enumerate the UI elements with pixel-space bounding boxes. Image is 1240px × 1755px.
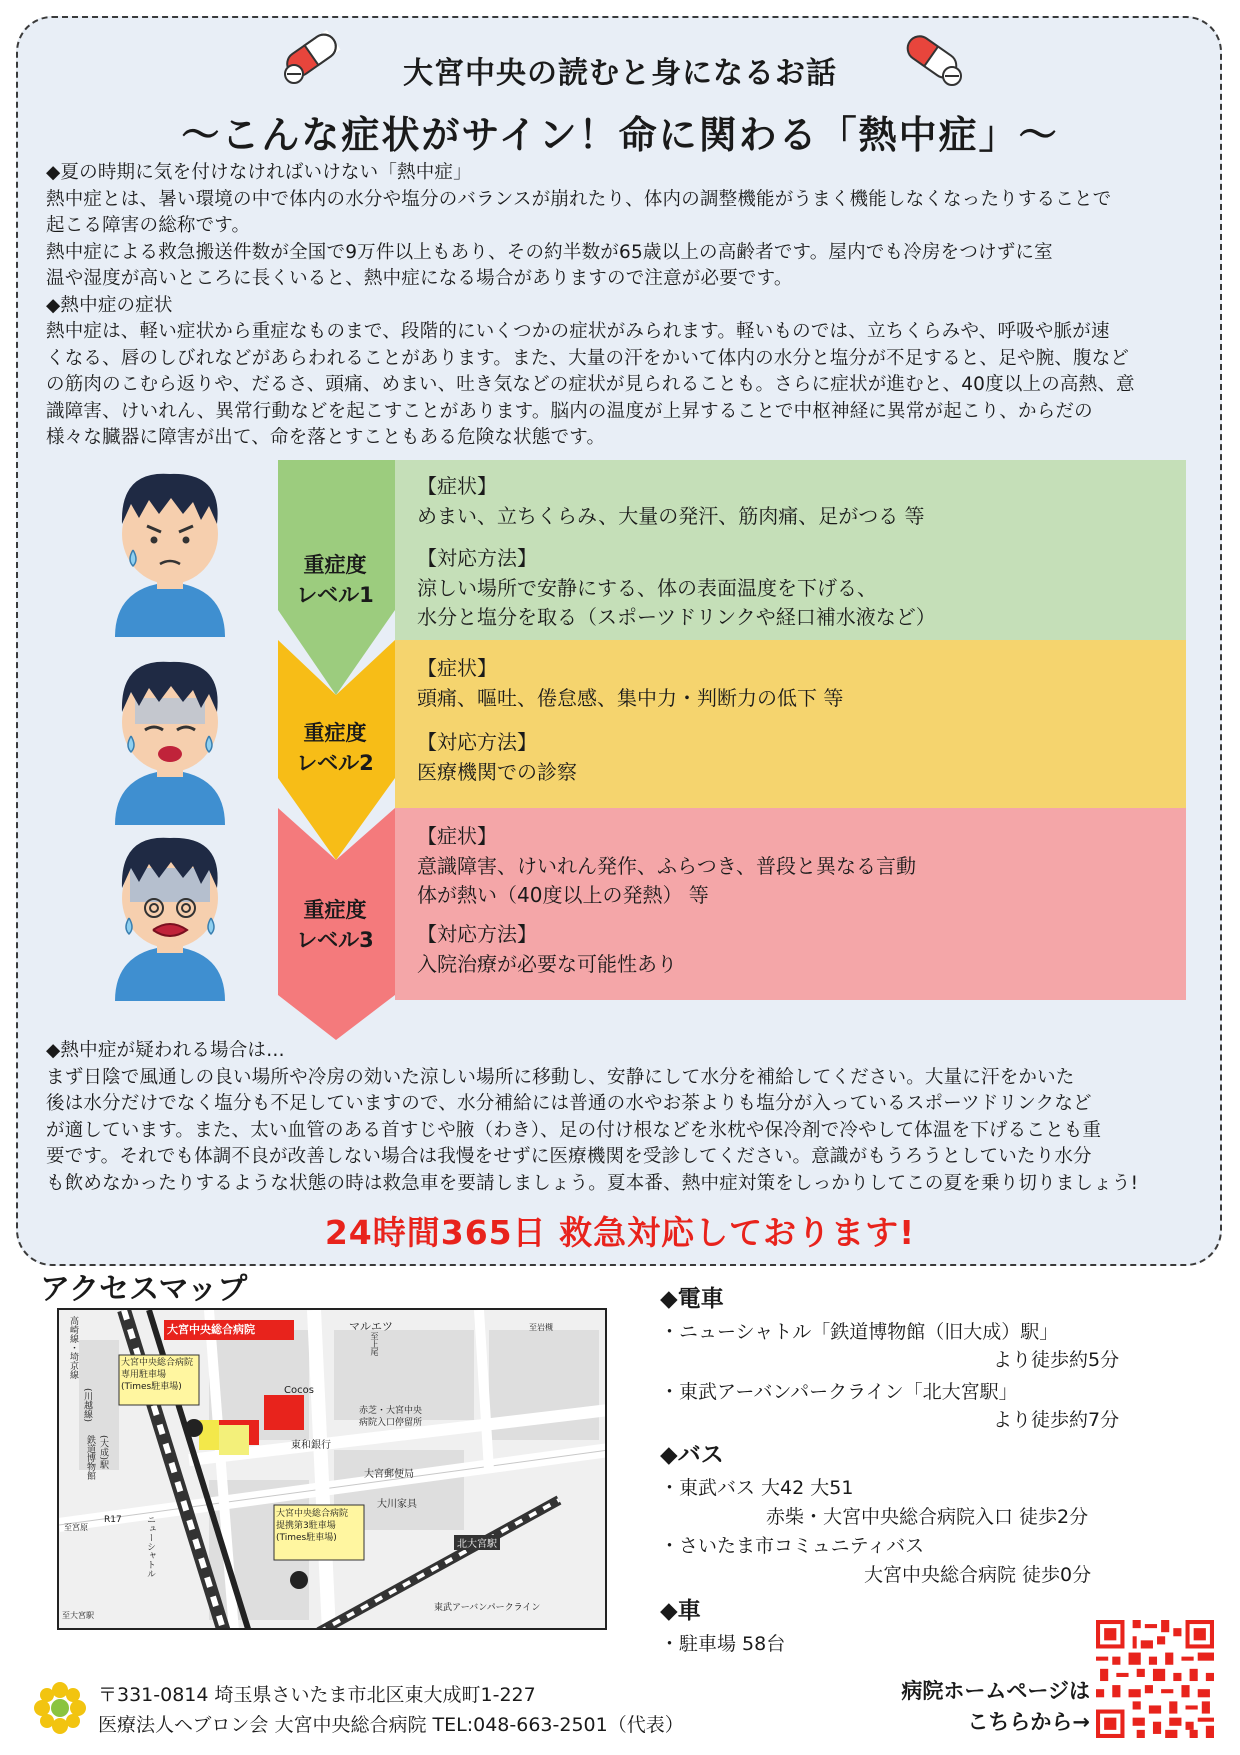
map-line-label: ニューシャトル — [145, 1515, 155, 1578]
level-label-line: 重症度 — [303, 553, 367, 577]
bus-line: ・東武バス 大42 大51 — [660, 1477, 854, 1499]
level1-person-icon — [105, 462, 235, 637]
level2-band — [395, 640, 1186, 808]
car-line: ・駐車場 58台 — [660, 1633, 786, 1655]
paragraph-line: 起こる障害の総称です。 — [46, 215, 251, 236]
level-label-line: レベル2 — [296, 751, 374, 775]
paragraph-line: が適しています。また、太い血管のある首すじや腋（わき）、足の付け根などを氷枕や保冷剤で冷やして体温を下げることも重 — [46, 1119, 1102, 1141]
page-title: 大宮中央の読むと身になるお話 — [403, 56, 837, 91]
action-heading: 【対応方法】 — [417, 730, 537, 754]
symptom-heading: 【症状】 — [417, 656, 497, 680]
bus-line: ・さいたま市コミュニティバス — [660, 1535, 925, 1557]
bus-line: 赤柴・大宮中央総合病院入口 徒歩2分 — [766, 1506, 1089, 1528]
level1-label — [280, 550, 390, 610]
organization-text: 医療法人ヘブロン会 大宮中央総合病院 TEL:048-663-2501（代表） — [98, 1714, 684, 1736]
paragraph-line: 熱中症は、軽い症状から重症なものまで、段階的にいくつかの症状がみられます。軽いものでは、立ちくらみや、呼吸や脈が速 — [46, 321, 1110, 342]
level2-label — [280, 718, 390, 778]
paragraph-line: くなる、唇のしびれなどがあらわれることがあります。また、大量の汗をかいて体内の水分と塩分が不足すると、足や腕、腹など — [46, 347, 1130, 369]
map-direction-label: 至大宮駅 — [62, 1611, 94, 1620]
map-label-line: 大宮中央総合病院 — [276, 1509, 349, 1519]
symptom-text: 体が熱い（40度以上の発熱） 等 — [417, 883, 709, 907]
map-label: 東和銀行 — [291, 1440, 331, 1451]
map-road-label: R17 — [104, 1515, 122, 1525]
symptom-text: 意識障害、けいれん発作、ふらつき、普段と異なる言動 — [417, 854, 916, 878]
action-text: 入院治療が必要な可能性あり — [417, 952, 677, 976]
paragraph-line: 識障害、けいれん、異常行動などを起こすことがあります。脳内の温度が上昇することで中枢神経に異常が起こり、からだの — [46, 400, 1093, 422]
train-heading: ◆電車 — [660, 1286, 724, 1312]
paragraph-line: 要です。それでも体調不良が改善しない場合は我慢をせずに医療機関を受診してください。意識がもうろうとしていたり水分 — [46, 1146, 1092, 1167]
hospital-logo-icon — [30, 1678, 90, 1738]
map-label-line: 専用駐車場 — [121, 1370, 167, 1380]
map-label-line: 大宮中央総合病院 — [121, 1358, 194, 1368]
emergency-banner: 24時間365日 救急対応しております! — [324, 1213, 916, 1252]
map-direction-label: 至上尾 — [370, 1332, 379, 1356]
action-heading: 【対応方法】 — [417, 922, 537, 946]
map-parking-label — [276, 1508, 348, 1544]
action-text: 水分と塩分を取る（スポーツドリンクや経口補水液など） — [417, 605, 936, 629]
map-label: マルエツ — [349, 1320, 393, 1333]
paragraph-line: 熱中症による救急搬送件数が全国で9万件以上もあり、その約半数が65歳以上の高齢者です。屋内でも冷房をつけずに室 — [46, 241, 1053, 263]
action-text: 医療機関での診察 — [417, 760, 577, 784]
map-direction-label: 至岩槻 — [529, 1323, 553, 1332]
page-subtitle: ～こんな症状がサイン！命に関わる「熱中症」～ — [181, 113, 1059, 157]
level1-band — [395, 460, 1186, 640]
level3-band — [395, 808, 1186, 1000]
map-bus-stop-label — [359, 1405, 422, 1429]
intro-section — [46, 160, 1196, 452]
map-label: 大宮郵便局 — [364, 1469, 414, 1480]
map-line-label: (大成)駅 — [98, 1435, 108, 1470]
map-line-label: 高崎線・埼京線 — [68, 1316, 78, 1379]
bus-line: 大宮中央総合病院 徒歩0分 — [864, 1564, 1092, 1586]
map-direction-label: 至宮原 — [64, 1523, 88, 1532]
homepage-prompt — [850, 1676, 1090, 1738]
symptom-text: めまい、立ちくらみ、大量の発汗、筋肉痛、足がつる 等 — [417, 504, 925, 528]
map-station-label: 北大宮駅 — [454, 1535, 500, 1550]
qr-code-icon[interactable] — [1096, 1620, 1214, 1738]
symptom-text: 頭痛、嘔吐、倦怠感、集中力・判断力の低下 等 — [417, 686, 844, 710]
paragraph-line: も飲めなかったりするような状態の時は救急車を要請しましょう。夏本番、熱中症対策をしっかりしてこの夏を乗り切りましょう! — [46, 1172, 1139, 1194]
train-line: ・ニューシャトル「鉄道博物館（旧大成）駅」 — [660, 1321, 1059, 1343]
symptom-heading: 【症状】 — [417, 474, 497, 498]
map-hospital-label: 大宮中央総合病院 — [167, 1323, 255, 1336]
access-map — [57, 1308, 607, 1630]
level-label-line: 重症度 — [303, 721, 367, 745]
level-label-line: レベル1 — [296, 583, 374, 607]
paragraph-line: 様々な臓器に障害が出て、命を落とすこともある危険な状態です。 — [46, 427, 606, 448]
homepage-prompt-line: 病院ホームページは — [901, 1679, 1090, 1703]
map-line-label: 東武アーバンパークライン — [434, 1603, 541, 1613]
map-label-line: 赤芝・大宮中央 — [359, 1406, 423, 1416]
section-heading: ◆熱中症の症状 — [46, 294, 173, 316]
map-label-line: (Times駐車場) — [276, 1533, 337, 1543]
train-line: ・東武アーバンパークライン「北大宮駅」 — [660, 1381, 1018, 1403]
symptom-heading: 【症状】 — [417, 824, 497, 848]
car-heading: ◆車 — [660, 1598, 701, 1624]
section-heading: ◆夏の時期に気を付けなければいけない「熱中症」 — [46, 162, 472, 183]
map-line-label: 鉄道博物館 — [85, 1435, 95, 1480]
level3-label — [280, 895, 390, 955]
action-heading: 【対応方法】 — [417, 546, 537, 570]
action-text: 涼しい場所で安静にする、体の表面温度を下げる、 — [417, 576, 877, 600]
level-label-line: レベル3 — [296, 928, 374, 952]
level2-person-icon — [105, 650, 235, 825]
section-heading: ◆熱中症が疑われる場合は… — [46, 1040, 285, 1061]
level3-person-icon — [105, 826, 235, 1001]
map-parking-label — [121, 1357, 193, 1393]
map-label-line: 病院入口停留所 — [359, 1418, 423, 1428]
bus-heading: ◆バス — [660, 1442, 724, 1468]
access-map-title: アクセスマップ — [40, 1272, 248, 1307]
level-label-line: 重症度 — [303, 898, 367, 922]
map-label-line: 提携第3駐車場 — [276, 1521, 336, 1531]
map-label-line: (Times駐車場) — [121, 1382, 182, 1392]
paragraph-line: の筋肉のこむら返りや、だるさ、頭痛、めまい、吐き気などの症状が見られることも。さらに症状が進むと、40度以上の高熱、意 — [46, 374, 1135, 395]
paragraph-line: 温や湿度が高いところに長くいると、熱中症になる場合がありますので注意が必要です。 — [46, 268, 793, 289]
homepage-prompt-line: こちらから→ — [967, 1710, 1090, 1734]
train-line: より徒歩約5分 — [993, 1349, 1120, 1371]
map-label: 大川家具 — [377, 1499, 417, 1510]
address-text: 〒331-0814 埼玉県さいたま市北区東大成町1-227 — [98, 1684, 536, 1706]
train-line: より徒歩約7分 — [993, 1409, 1120, 1431]
paragraph-line: まず日陰で風通しの良い場所や冷房の効いた涼しい場所に移動し、安静にして水分を補給してください。大量に汗をかいた — [46, 1066, 1075, 1088]
map-line-label: (川越線) — [82, 1388, 92, 1423]
paragraph-line: 熱中症とは、暑い環境の中で体内の水分や塩分のバランスが崩れたり、体内の調整機能がうまく機能しなくなったりすることで — [46, 188, 1112, 210]
paragraph-line: 後は水分だけでなく塩分も不足していますので、水分補給には普通の水やお茶よりも塩分が入っているスポーツドリンクなど — [46, 1093, 1092, 1114]
map-label: Cocos — [284, 1385, 314, 1396]
suspect-section — [46, 1038, 1196, 1197]
